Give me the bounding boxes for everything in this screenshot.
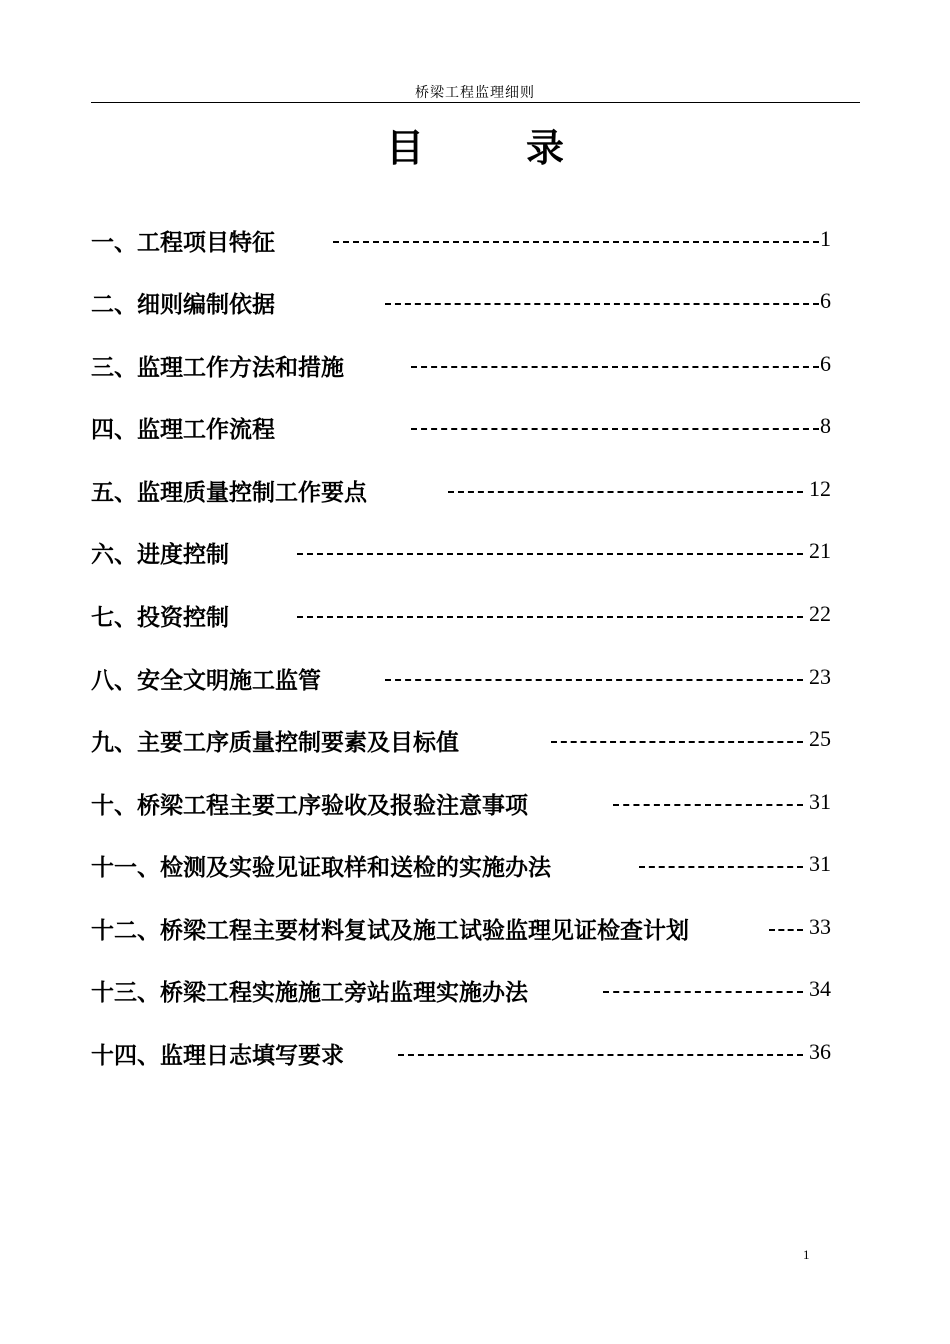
toc-entry-page: 23: [809, 664, 831, 689]
toc-entry[interactable]: [91, 658, 831, 702]
toc-entry-label: 一、工程项目特征: [91, 230, 275, 256]
toc-leader: [448, 491, 803, 493]
toc-entry-page: 25: [809, 726, 831, 751]
toc-entry-page: 31: [809, 851, 831, 876]
toc-entry-label: 十二、桥梁工程主要材料复试及施工试验监理见证检查计划: [91, 918, 689, 944]
toc-entry-page: 36: [809, 1039, 831, 1064]
toc-entry[interactable]: [91, 595, 831, 639]
toc-entry-page: 6: [820, 351, 831, 376]
toc-entry-page: 22: [809, 601, 831, 626]
toc-leader: [385, 679, 803, 681]
running-header: 桥梁工程监理细则: [415, 85, 535, 101]
toc-entry[interactable]: [91, 220, 831, 264]
title-char-1: 目: [386, 126, 425, 170]
toc-leader: [398, 1054, 803, 1056]
toc-entry-label: 五、监理质量控制工作要点: [91, 480, 367, 506]
toc-entry[interactable]: [91, 407, 831, 451]
toc-entry-page: 12: [809, 476, 831, 501]
toc-leader: [385, 303, 819, 305]
toc-entry[interactable]: [91, 908, 831, 952]
title-char-2: 录: [526, 126, 565, 170]
toc-entry[interactable]: [91, 1033, 831, 1077]
toc-entry-label: 六、进度控制: [91, 542, 229, 568]
toc-entry-label: 七、投资控制: [91, 605, 229, 631]
toc-entry[interactable]: [91, 970, 831, 1014]
toc-entry-page: 33: [809, 914, 831, 939]
toc-leader: [297, 616, 803, 618]
toc-entry[interactable]: [91, 470, 831, 514]
page-title: [0, 112, 950, 172]
toc-entry-label: 三、监理工作方法和措施: [91, 355, 344, 381]
toc-leader: [411, 428, 819, 430]
toc-entry[interactable]: [91, 845, 831, 889]
toc-leader: [551, 741, 803, 743]
toc-leader: [769, 929, 803, 931]
toc-entry-label: 十四、监理日志填写要求: [91, 1043, 344, 1069]
toc-entry-page: 31: [809, 789, 831, 814]
toc-entry[interactable]: [91, 345, 831, 389]
toc-leader: [411, 366, 819, 368]
toc-entry[interactable]: [91, 720, 831, 764]
toc-entry-page: 6: [820, 288, 831, 313]
toc-entry-label: 十三、桥梁工程实施施工旁站监理实施办法: [91, 980, 528, 1006]
toc-entry-page: 8: [820, 413, 831, 438]
toc-entry-label: 四、监理工作流程: [91, 417, 275, 443]
toc-entry-label: 十一、检测及实验见证取样和送检的实施办法: [91, 855, 551, 881]
page-number: 1: [803, 1247, 810, 1262]
toc-leader: [639, 866, 803, 868]
toc-entry-page: 1: [820, 226, 831, 251]
toc-entry-label: 十、桥梁工程主要工序验收及报验注意事项: [91, 793, 528, 819]
toc-entry-label: 二、细则编制依据: [91, 292, 275, 318]
toc-entry-label: 九、主要工序质量控制要素及目标值: [91, 730, 459, 756]
header-divider: [91, 102, 860, 103]
toc-entry[interactable]: [91, 282, 831, 326]
toc-entry-page: 21: [809, 538, 831, 563]
toc-leader: [603, 991, 803, 993]
toc-leader: [613, 804, 803, 806]
toc-entry-label: 八、安全文明施工监管: [91, 668, 321, 694]
toc-entry-page: 34: [809, 976, 831, 1001]
toc-entry[interactable]: [91, 783, 831, 827]
toc-leader: [297, 553, 803, 555]
toc-leader: [333, 241, 819, 243]
toc-entry[interactable]: [91, 532, 831, 576]
